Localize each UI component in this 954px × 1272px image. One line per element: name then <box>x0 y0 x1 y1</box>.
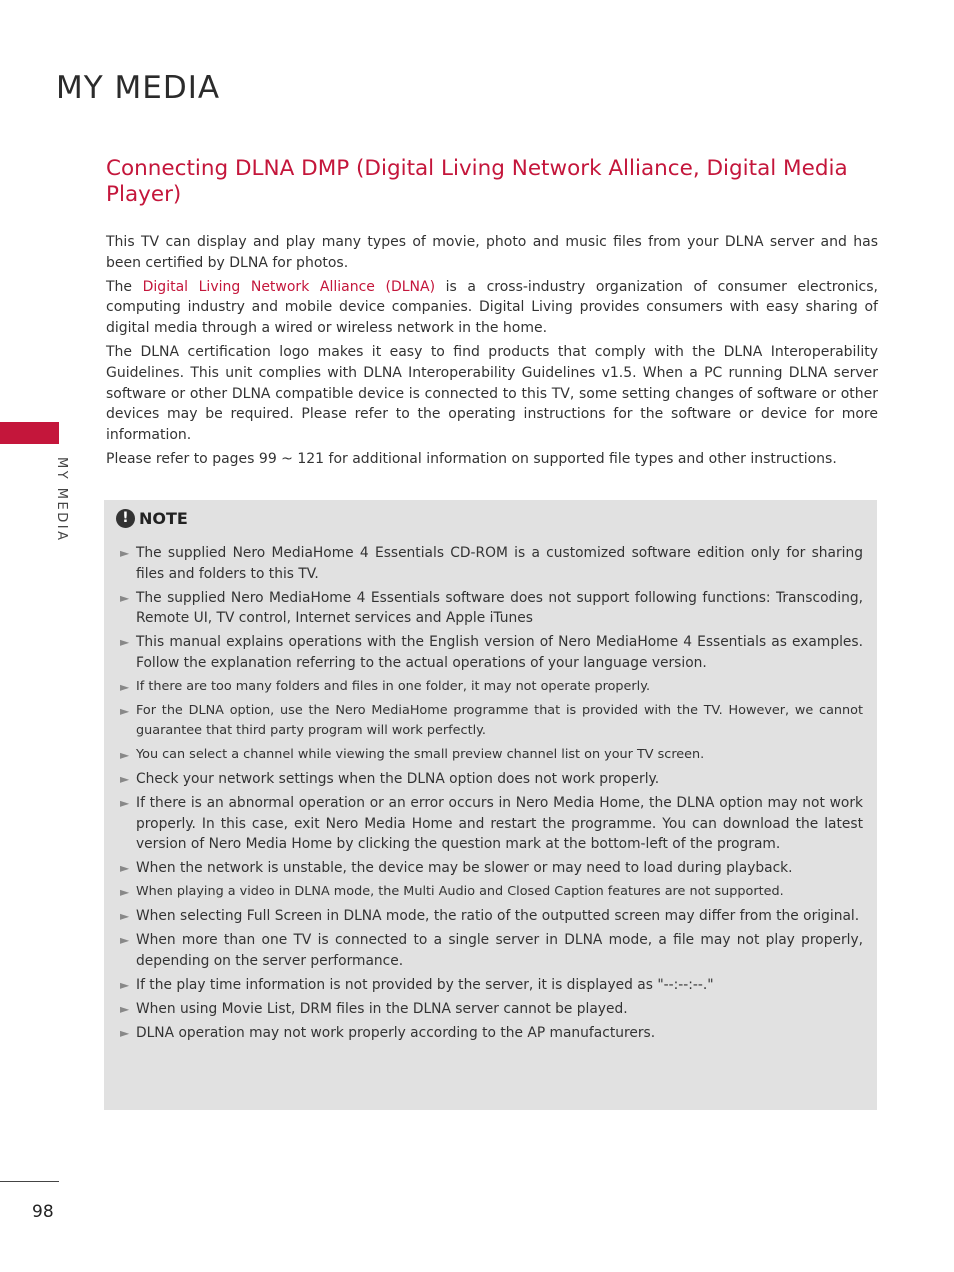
note-item: ► When the network is unstable, the device may be slower or may need to load during playback. <box>120 858 863 879</box>
paragraph-certification: The DLNA certification logo makes it easy to find products that comply with the DLNA Interoperability Guidelines. This unit complies with DLNA Interoperability Guidelines v1.5. When a PC running DLNA server software or other DLNA compatible device is connected to this TV, some setting changes of software or other devices may be required. Please refer to the operating instructions for the software or device for more information. <box>106 343 878 444</box>
note-item: ► If the play time information is not provided by the server, it is displayed as "--:--:--." <box>120 975 863 996</box>
paragraph-reference: Please refer to pages 99 ~ 121 for additional information on supported file types and other instructions. <box>106 450 837 467</box>
section-title: Connecting DLNA DMP (Digital Living Network Alliance, Digital Media Player) <box>106 156 848 207</box>
bullet-arrow-icon: ► <box>120 1001 130 1016</box>
note-box <box>104 500 877 1110</box>
bullet-arrow-icon: ► <box>120 977 130 992</box>
bullet-arrow-icon: ► <box>120 1025 130 1040</box>
body-text <box>106 232 878 473</box>
bullet-arrow-icon: ► <box>120 748 130 762</box>
paragraph-dlna: The Digital Living Network Alliance (DLNA) is a cross-industry organization of consumer electronics, computing industry and mobile device companies. Digital Living provides consumers with easy sharing of digital media through a wired or wireless network in the home. <box>106 278 878 337</box>
note-item: ► When selecting Full Screen in DLNA mode, the ratio of the outputted screen may differ from the original. <box>120 906 863 927</box>
note-item: ► You can select a channel while viewing the small preview channel list on your TV screen. <box>120 745 863 766</box>
exclamation-icon: ! <box>116 509 135 528</box>
page-number: 98 <box>32 1202 54 1222</box>
note-item: ► When playing a video in DLNA mode, the Multi Audio and Closed Caption features are not supported. <box>120 882 863 903</box>
note-header <box>116 509 188 528</box>
note-item: ► If there is an abnormal operation or an error occurs in Nero Media Home, the DLNA option may not work properly. In this case, exit Nero Media Home and restart the programme. You can download the latest version of Nero Media Home by clicking the question mark at the bottom-left of the program. <box>120 795 863 852</box>
bullet-arrow-icon: ► <box>120 635 130 649</box>
note-item: ► If there are too many folders and files in one folder, it may not operate properly. <box>120 677 863 698</box>
bullet-arrow-icon: ► <box>120 703 130 718</box>
note-title: NOTE <box>139 509 188 528</box>
note-list <box>120 543 863 1047</box>
note-item: ► The supplied Nero MediaHome 4 Essentials software does not support following functions: Transcoding, Remote UI, TV control, Internet services and Apple iTunes <box>120 589 863 626</box>
note-item: ► This manual explains operations with the English version of Nero MediaHome 4 Essentials as examples. Follow the explanation referring to the actual operations of your language version. <box>120 634 863 671</box>
dlna-highlight: Digital Living Network Alliance (DLNA) <box>142 278 436 295</box>
note-item: ► The supplied Nero MediaHome 4 Essentials CD-ROM is a customized software edition only for sharing files and folders to this TV. <box>120 545 863 582</box>
bullet-arrow-icon: ► <box>120 679 130 694</box>
bullet-arrow-icon: ► <box>120 933 130 947</box>
bullet-arrow-icon: ► <box>120 796 130 810</box>
bullet-arrow-icon: ► <box>120 590 130 605</box>
note-item: ► For the DLNA option, use the Nero MediaHome programme that is provided with the TV. However, we cannot guarantee that third party program will work perfectly. <box>120 702 863 738</box>
bullet-arrow-icon: ► <box>120 861 130 875</box>
bullet-arrow-icon: ► <box>120 772 130 786</box>
paragraph-intro: This TV can display and play many types of movie, photo and music files from your DLNA server and has been certified by DLNA for photos. <box>106 234 878 271</box>
note-item: ► When more than one TV is connected to a single server in DLNA mode, a file may not play properly, depending on the server performance. <box>120 932 863 969</box>
footer-divider <box>0 1181 59 1182</box>
side-tab-marker <box>0 422 59 444</box>
note-item: ► When using Movie List, DRM files in the DLNA server cannot be played. <box>120 999 863 1020</box>
bullet-arrow-icon: ► <box>120 909 130 923</box>
side-section-label: MY MEDIA <box>54 457 69 543</box>
note-item: ► DLNA operation may not work properly according to the AP manufacturers. <box>120 1023 863 1044</box>
note-item: ► Check your network settings when the DLNA option does not work properly. <box>120 769 863 790</box>
page-header-title: MY MEDIA <box>56 70 221 106</box>
bullet-arrow-icon: ► <box>120 885 130 899</box>
bullet-arrow-icon: ► <box>120 546 130 560</box>
